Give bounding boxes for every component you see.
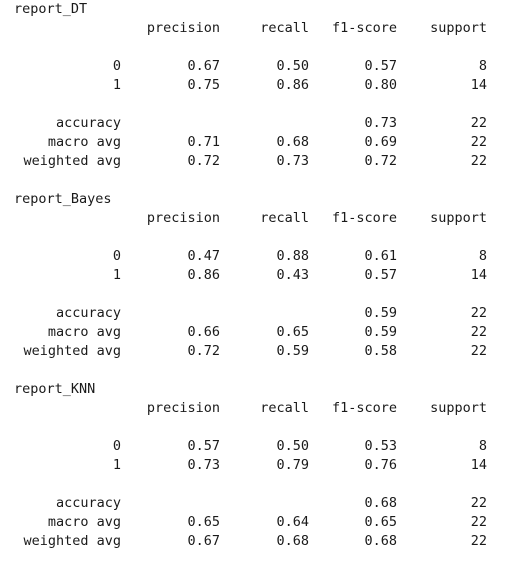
support-value: 14 bbox=[470, 267, 487, 283]
report-knn bbox=[0, 380, 517, 570]
row-label: 0 bbox=[112, 58, 121, 74]
row-label: macro avg bbox=[47, 134, 121, 150]
row-label: 0 bbox=[112, 438, 121, 454]
recall-value: 0.59 bbox=[276, 343, 309, 359]
row-label: macro avg bbox=[47, 324, 121, 340]
support-value: 8 bbox=[478, 438, 487, 454]
summary-row bbox=[0, 152, 517, 171]
support-value: 8 bbox=[478, 58, 487, 74]
recall-value: 0.64 bbox=[276, 514, 309, 530]
row-label: weighted avg bbox=[23, 343, 121, 359]
row-label: accuracy bbox=[55, 115, 121, 131]
header-recall: recall bbox=[260, 20, 309, 36]
row-label: 1 bbox=[112, 267, 121, 283]
summary-row bbox=[0, 304, 517, 323]
support-value: 14 bbox=[470, 457, 487, 473]
recall-value: 0.43 bbox=[276, 267, 309, 283]
summary-row bbox=[0, 342, 517, 361]
f1-value: 0.53 bbox=[364, 438, 397, 454]
f1-value: 0.59 bbox=[364, 305, 397, 321]
precision-value: 0.67 bbox=[187, 58, 220, 74]
precision-value: 0.57 bbox=[187, 438, 220, 454]
precision-value: 0.86 bbox=[187, 267, 220, 283]
recall-value: 0.68 bbox=[276, 533, 309, 549]
summary-row bbox=[0, 133, 517, 152]
class-row bbox=[0, 247, 517, 266]
header-support: support bbox=[430, 210, 487, 226]
recall-value: 0.86 bbox=[276, 77, 309, 93]
recall-value: 0.88 bbox=[276, 248, 309, 264]
precision-value: 0.71 bbox=[187, 134, 220, 150]
header-f1-score: f1-score bbox=[331, 20, 397, 36]
recall-value: 0.50 bbox=[276, 58, 309, 74]
precision-value: 0.47 bbox=[187, 248, 220, 264]
precision-value: 0.72 bbox=[187, 153, 220, 169]
header-recall: recall bbox=[260, 210, 309, 226]
report-dt bbox=[0, 0, 517, 190]
precision-value: 0.66 bbox=[187, 324, 220, 340]
support-value: 22 bbox=[470, 153, 487, 169]
recall-value: 0.68 bbox=[276, 134, 309, 150]
row-label: macro avg bbox=[47, 514, 121, 530]
row-label: 0 bbox=[112, 248, 121, 264]
precision-value: 0.72 bbox=[187, 343, 220, 359]
support-value: 8 bbox=[478, 248, 487, 264]
class-row bbox=[0, 437, 517, 456]
header-precision: precision bbox=[146, 210, 220, 226]
f1-value: 0.76 bbox=[364, 457, 397, 473]
report-title: report_Bayes bbox=[14, 191, 112, 207]
f1-value: 0.61 bbox=[364, 248, 397, 264]
support-value: 22 bbox=[470, 495, 487, 511]
f1-value: 0.57 bbox=[364, 267, 397, 283]
f1-value: 0.59 bbox=[364, 324, 397, 340]
summary-row bbox=[0, 114, 517, 133]
f1-value: 0.57 bbox=[364, 58, 397, 74]
class-row bbox=[0, 456, 517, 475]
summary-row bbox=[0, 323, 517, 342]
support-value: 22 bbox=[470, 533, 487, 549]
row-label: 1 bbox=[112, 77, 121, 93]
header-precision: precision bbox=[146, 20, 220, 36]
precision-value: 0.73 bbox=[187, 457, 220, 473]
recall-value: 0.50 bbox=[276, 438, 309, 454]
support-value: 22 bbox=[470, 305, 487, 321]
support-value: 22 bbox=[470, 324, 487, 340]
recall-value: 0.73 bbox=[276, 153, 309, 169]
report-title: report_KNN bbox=[14, 381, 96, 397]
header-row bbox=[0, 19, 517, 38]
f1-value: 0.69 bbox=[364, 134, 397, 150]
class-row bbox=[0, 266, 517, 285]
f1-value: 0.65 bbox=[364, 514, 397, 530]
header-row bbox=[0, 399, 517, 418]
row-label: weighted avg bbox=[23, 533, 121, 549]
support-value: 22 bbox=[470, 343, 487, 359]
support-value: 22 bbox=[470, 514, 487, 530]
report-title: report_DT bbox=[14, 1, 88, 17]
summary-row bbox=[0, 513, 517, 532]
header-f1-score: f1-score bbox=[331, 210, 397, 226]
row-label: 1 bbox=[112, 457, 121, 473]
header-support: support bbox=[430, 400, 487, 416]
header-f1-score: f1-score bbox=[331, 400, 397, 416]
support-value: 14 bbox=[470, 77, 487, 93]
summary-row bbox=[0, 494, 517, 513]
header-row bbox=[0, 209, 517, 228]
support-value: 22 bbox=[470, 115, 487, 131]
header-support: support bbox=[430, 20, 487, 36]
f1-value: 0.58 bbox=[364, 343, 397, 359]
f1-value: 0.80 bbox=[364, 77, 397, 93]
report-bayes bbox=[0, 190, 517, 380]
precision-value: 0.75 bbox=[187, 77, 220, 93]
precision-value: 0.67 bbox=[187, 533, 220, 549]
precision-value: 0.65 bbox=[187, 514, 220, 530]
support-value: 22 bbox=[470, 134, 487, 150]
recall-value: 0.79 bbox=[276, 457, 309, 473]
f1-value: 0.68 bbox=[364, 495, 397, 511]
f1-value: 0.72 bbox=[364, 153, 397, 169]
row-label: weighted avg bbox=[23, 153, 121, 169]
row-label: accuracy bbox=[55, 495, 121, 511]
f1-value: 0.68 bbox=[364, 533, 397, 549]
f1-value: 0.73 bbox=[364, 115, 397, 131]
row-label: accuracy bbox=[55, 305, 121, 321]
recall-value: 0.65 bbox=[276, 324, 309, 340]
class-row bbox=[0, 76, 517, 95]
header-precision: precision bbox=[146, 400, 220, 416]
summary-row bbox=[0, 532, 517, 551]
class-row bbox=[0, 57, 517, 76]
header-recall: recall bbox=[260, 400, 309, 416]
